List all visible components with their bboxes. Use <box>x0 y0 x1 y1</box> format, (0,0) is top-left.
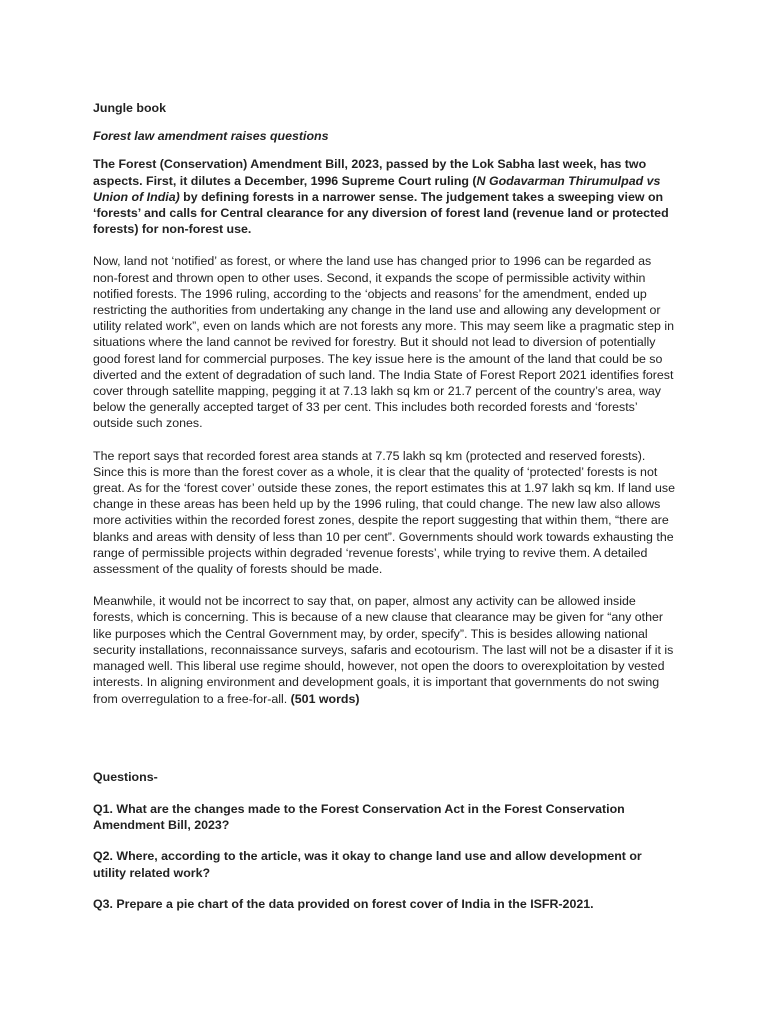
document-page <box>93 100 676 927</box>
lead-text-part1: The Forest (Conservation) Amendment Bill, 2023, passed by the Lok Sabha last week, has two aspects. First, it dilutes a December, 1996 Supreme Court ruling ( <box>93 157 647 188</box>
question-3: Q3. Prepare a pie chart of the data provided on forest cover of India in the ISFR-2021. <box>93 896 594 911</box>
body-paragraph-3 <box>93 593 676 706</box>
document-title: Jungle book <box>93 101 166 115</box>
body-paragraph-1: Now, land not ‘notified’ as forest, or where the land use has changed prior to 1996 can be regarded as non-forest and thrown open to other uses. Second, it expands the scope of permissible activity within notified forests. The 1996 ruling, according to the ‘objects and reasons’ for the amendment, ended up restricting the authorities from undertaking any change in the land use and allowing any development or utility related work”, even on lands which are not forests any more. This may seem like a pragmatic step in situations where the land cannot be revived for forestry. But it should not lead to diversion of potentially good forest land for commercial purposes. The key issue here is the amount of the land that could be so diverted and the extent of degradation of such land. The India State of Forest Report 2021 identifies forest cover through satellite mapping, pegging it at 7.13 lakh sq km or 21.7 percent of the country’s area, way below the generally accepted target of 33 per cent. This includes both recorded forests and ‘forests’ outside such zones. <box>93 254 675 431</box>
word-count: (501 words) <box>290 691 360 706</box>
lead-paragraph <box>93 156 676 237</box>
lead-text-part3: . The judgement takes a sweeping view on ‘forests’ and calls for Central clearance for any diversion of forest land (revenue land or protected forests) for non-forest use. <box>93 189 669 237</box>
body-paragraph-2: The report says that recorded forest area stands at 7.75 lakh sq km (protected and reserved forests). Since this is more than the forest cover as a whole, it is clear that the quality of ‘protected’ forests is not great. As for the ‘forest cover’ outside these zones, the report estimates this at 1.97 lakh sq km. If land use change in these areas has been held up by the 1996 ruling, that could change. The new law also allows more activities within the recorded forest zones, despite the report suggesting that within them, “there are blanks and areas with density of less than 10 per cent”. Governments should work towards exhausting the range of permissible projects within degraded ‘revenue forests’, while trying to revive them. A detailed assessment of the quality of forests should be made. <box>93 448 675 577</box>
lead-text-part2: by defining forests in a narrower sense <box>179 189 414 204</box>
questions-heading: Questions- <box>93 769 158 784</box>
question-1: Q1. What are the changes made to the Forest Conservation Act in the Forest Conservation Amendment Bill, 2023? <box>93 801 625 833</box>
body-paragraph-3-text: Meanwhile, it would not be incorrect to say that, on paper, almost any activity can be allowed inside forests, which is concerning. This is because of a new clause that clearance may be given for “any other like purposes which the Central Government may, by order, specify”. This is besides allowing national security installations, reconnaissance surveys, safaris and ecotourism. The last will not be a disaster if it is managed well. This liberal use regime should, however, not open the doors to overexploitation by vested interests. In aligning environment and development goals, it is important that governments do not swing from overregulation to a free-for-all. <box>93 594 674 706</box>
lead-case-name: N Godavarman Thirumulpad vs Union of India) <box>93 173 661 204</box>
document-subtitle: Forest law amendment raises questions <box>93 129 329 144</box>
question-2: Q2. Where, according to the article, was it okay to change land use and allow development or utility related work? <box>93 849 642 880</box>
